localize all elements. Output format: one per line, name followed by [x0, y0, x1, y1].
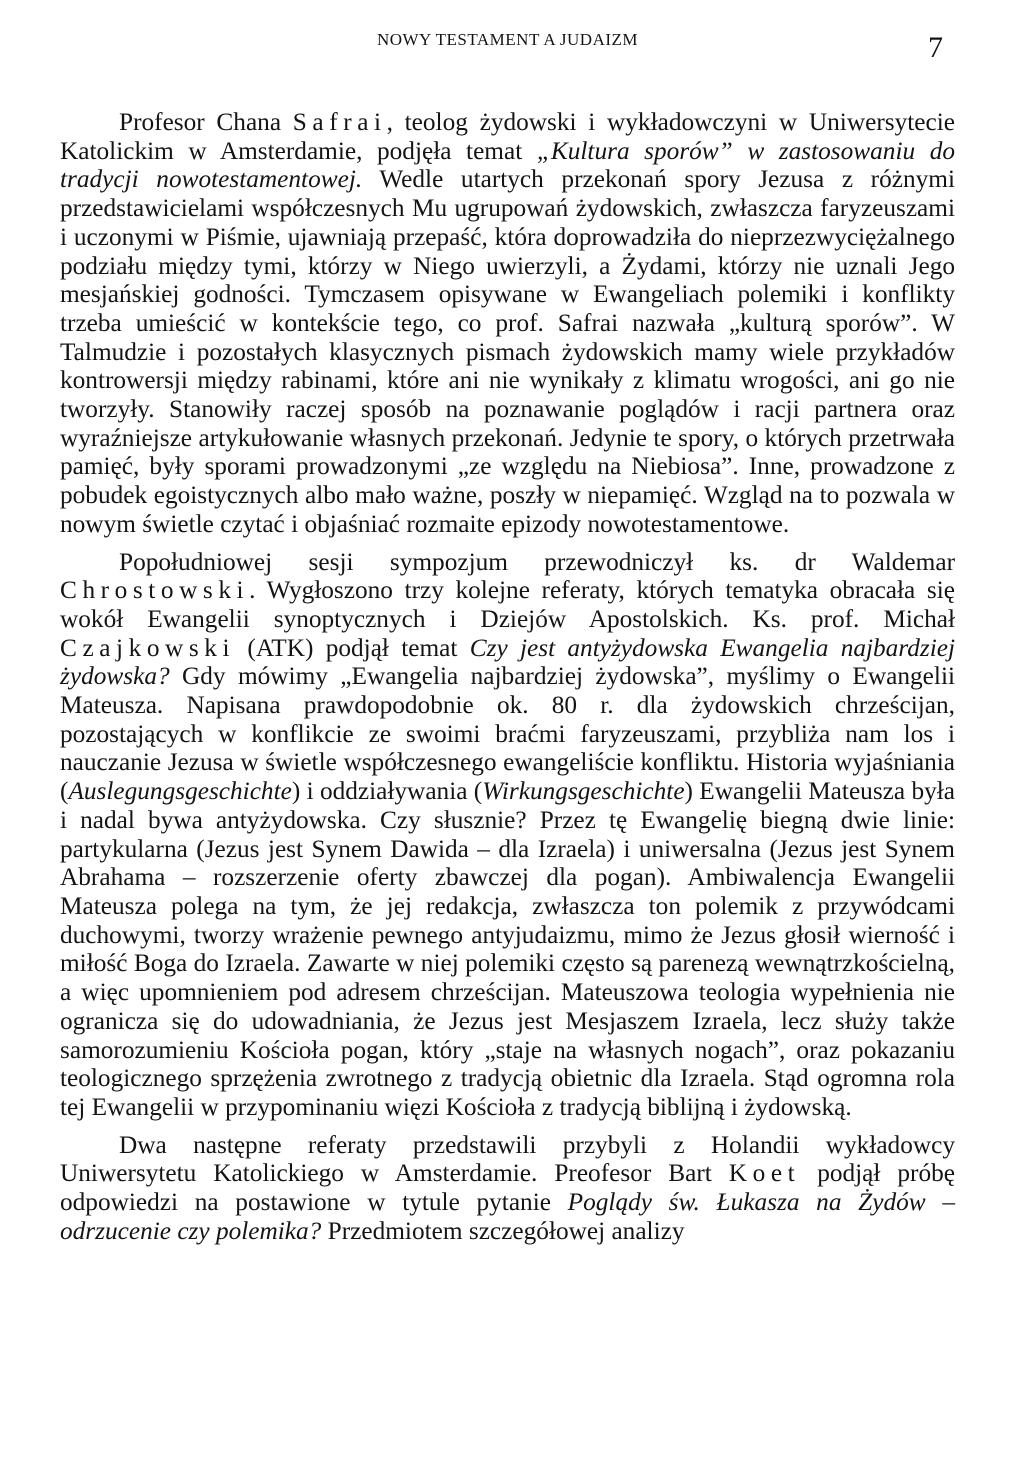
text-run: Dwa następne referaty przedstawili przybyli z Holandii wykładowcy Uniwersytetu Katolickiego w Amsterdamie. Preofesor Bart — [60, 1130, 955, 1188]
spaced-name: Safrai — [292, 108, 387, 136]
text-run: ) i oddziaływania ( — [291, 777, 483, 806]
italic-text: Auslegungsgeschichte — [68, 777, 292, 806]
spaced-name: Czajkowski — [60, 633, 236, 662]
paragraph — [60, 1131, 955, 1246]
spaced-name: Chrostowski — [60, 576, 250, 605]
paragraph — [60, 548, 955, 1122]
text-run: Przedmiotem szczegółowej analizy — [321, 1216, 685, 1245]
paragraph — [60, 108, 955, 539]
italic-text: Poglądy św. Łukasza na Żydów – odrzucenie czy polemika? — [60, 1188, 955, 1245]
page-number: 7 — [928, 31, 943, 64]
italic-text: Wirkungsgeschichte — [482, 777, 685, 806]
text-run: ) Ewangelii Mateusza była i nadal bywa antyżydowska. Czy słusznie? Przez tę Ewangelię biegną dwie linie: partykularna (Jezus jest Synem Dawida – dla Izraela) i uniwersalna (Jezus jest Synem Abrahama – rozszerzenie oferty zbawczej dla pogan). Ambiwalencja Ewangelii Mateusza polega na tym, że jej redakcja, zwłaszcza ton polemik z przywódcami duchowymi, tworzy wrażenie pewnego antyjudaizmu, mimo że Jezus głosił wierność i miłość Boga do Izraela. Zawarte w niej polemiki często są parenezą wewnątrzkościelną, a więc upomnieniem pod adresem chrześcijan. Mateuszowa teologia wypełnienia nie ogranicza się do udowadniania, że Jezus jest Mesjaszem Izraela, lecz służy także samorozumieniu Kościoła pogan, który „staje na własnych nogach”, oraz pokazaniu teologicznego sprzężenia zwrotnego z tradycją obietnic dla Izraela. Stąd ogromna rola tej Ewangelii w przypominaniu więzi Kościoła z tradycją biblijną i żydowską. — [60, 777, 955, 1121]
italic-text: Czy jest antyżydowska Ewangelia najbardziej żydowska? — [60, 633, 955, 691]
text-run: Wedle utartych przekonań spory Jezusa z różnymi przedstawicielami współczesnych Mu ugrupowań żydowskich, zwłaszcza faryzeuszami i uczonymi w Piśmie, ujawniają przepaść, która doprowadziła do nieprzezwyciężalnego podziału między tymi, którzy w Niego uwierzyli, a Żydami, którzy nie uznali Jego mesjańskiej godności. Tymczasem opisywane w Ewangeliach polemiki i konflikty trzeba umieścić w kontekście tego, co prof. Safrai nazwała „kulturą sporów”. W Talmudzie i pozostałych klasycznych pismach żydowskich mamy wiele przykładów kontrowersji między rabinami, które ani nie wynikały z klimatu wrogości, ani go nie tworzyły. Stanowiły raczej sposób na poznawanie poglądów i racji partnera oraz wyraźniejsze artykułowanie własnych przekonań. Jedynie te spory, o których przetrwała pamięć, były sporami prowadzonymi „ze względu na Niebiosa”. Inne, prowadzone z pobudek egoistycznych albo mało ważne, poszły w niepamięć. Wzgląd na to pozwala w nowym świetle czytać i objaśniać rozmaite epizody nowotestamentowe. — [60, 165, 955, 538]
text-run: (ATK) podjął temat — [235, 633, 470, 662]
text-run: Popołudniowej sesji sympozjum przewodniczył ks. dr Waldemar — [119, 547, 955, 576]
running-title: NOWY TESTAMENT A JUDAIZM — [376, 30, 639, 49]
text-run: , teolog żydowski i wykładowczyni w Uniwersytecie Katolickim w Amsterdamie, podjęła temat — [60, 108, 955, 165]
body-text — [60, 108, 955, 1245]
text-run: . Wygłoszono trzy kolejne referaty, których tematyka obracała się wokół Ewangelii synoptycznych i Dziejów Apostolskich. Ks. prof. Michał — [60, 576, 955, 633]
italic-text: „Kultura sporów” w zastosowaniu do tradycji nowotestamentowej. — [60, 136, 955, 194]
text-run: podjął próbę odpowiedzi na postawione w tytule pytanie — [60, 1159, 955, 1217]
spaced-name: Koet — [728, 1159, 801, 1188]
text-run: Profesor Chana — [119, 108, 293, 136]
text-run: Gdy mówimy „Ewangelia najbardziej żydowska”, myślimy o Ewangelii Mateusza. Napisana prawdopodobnie ok. 80 r. dla żydowskich chrześcijan, pozostających w konflikcie ze swoimi braćmi faryzeuszami, przybliża nam los i nauczanie Jezusa w świetle współczesnego ewangeliście konfliktu. Historia wyjaśniania ( — [60, 662, 955, 806]
